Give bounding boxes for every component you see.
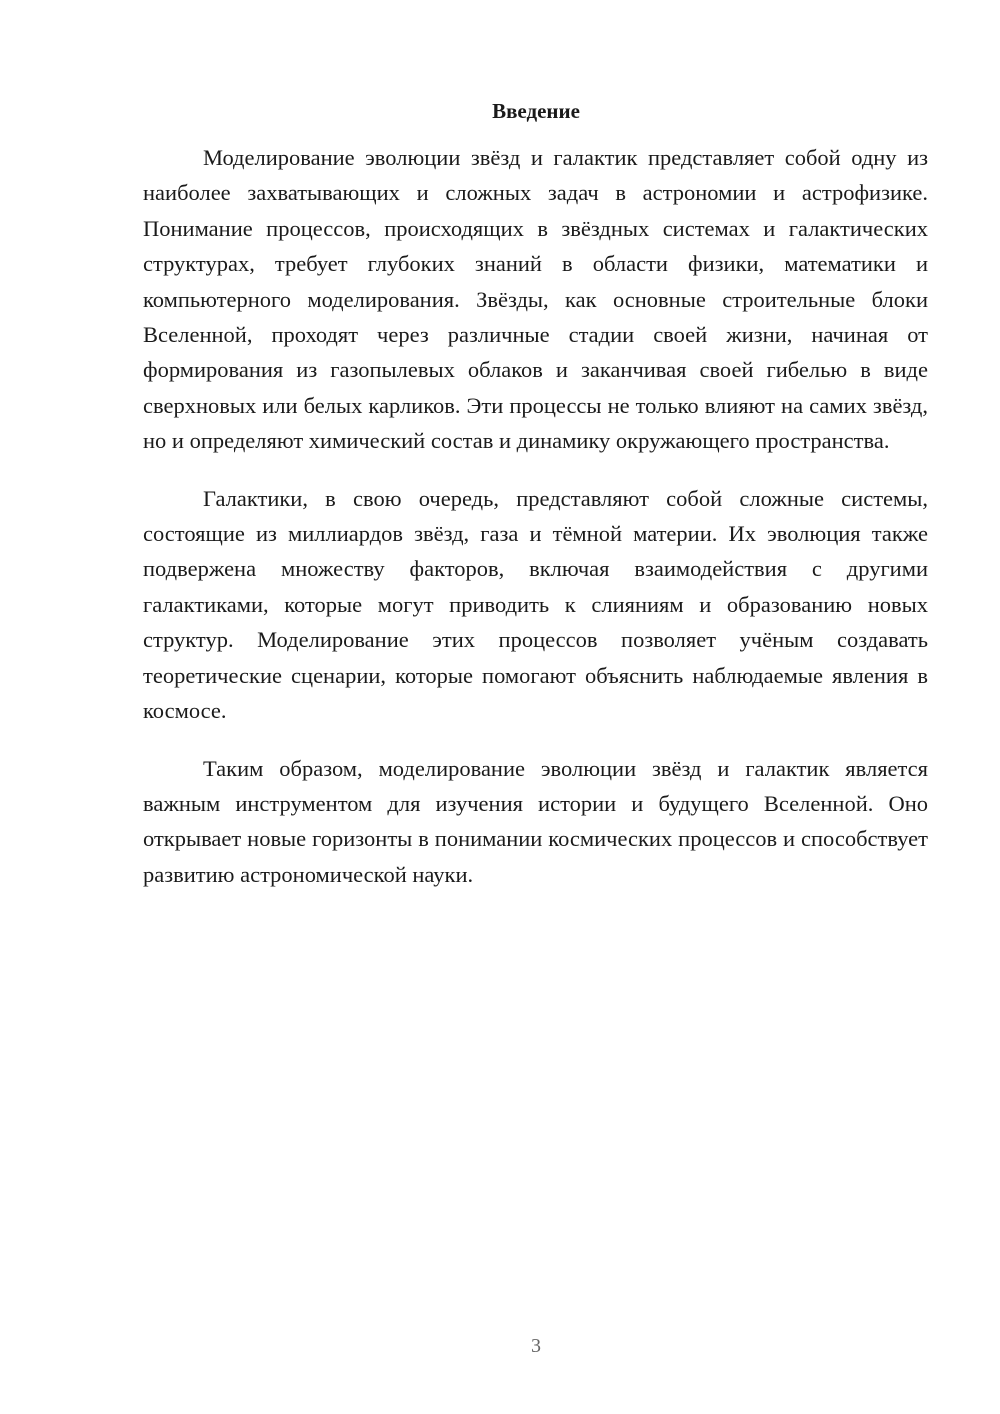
paragraph-2: Галактики, в свою очередь, представляют собой сложные системы, состоящие из миллиардов звёзд, газа и тёмной материи. Их эволюция также подвержена множеству факторов, включая взаимодействия с другими галактиками, которые могут приводить к слияниям и образованию новых структур. Моделирование этих процессов позволяет учёным создавать теоретические сценарии, которые помогают объяснить наблюдаемые явления в космосе. bbox=[143, 485, 928, 724]
page-number: 3 bbox=[531, 1335, 541, 1357]
paragraph-1: Моделирование эволюции звёзд и галактик представляет собой одну из наиболее захватывающих и сложных задач в астрономии и астрофизике. Понимание процессов, происходящих в звёздных системах и галактических структурах, требует глубоких знаний в области физики, математики и компьютерного моделирования. Звёзды, как основные строительные блоки Вселенной, проходят через различные стадии своей жизни, начиная от формирования из газопылевых облаков и заканчивая своей гибелью в виде сверхновых или белых карликов. Эти процессы не только влияют на самих звёзд, но и определяют химический состав и динамику окружающего пространства. bbox=[143, 145, 928, 454]
body-text bbox=[143, 140, 928, 914]
section-title: Введение bbox=[492, 99, 580, 123]
paragraph-3: Таким образом, моделирование эволюции звёзд и галактик является важным инструментом для изучения истории и будущего Вселенной. Оно открывает новые горизонты в понимании космических процессов и способствует развитию астрономической науки. bbox=[143, 755, 928, 887]
